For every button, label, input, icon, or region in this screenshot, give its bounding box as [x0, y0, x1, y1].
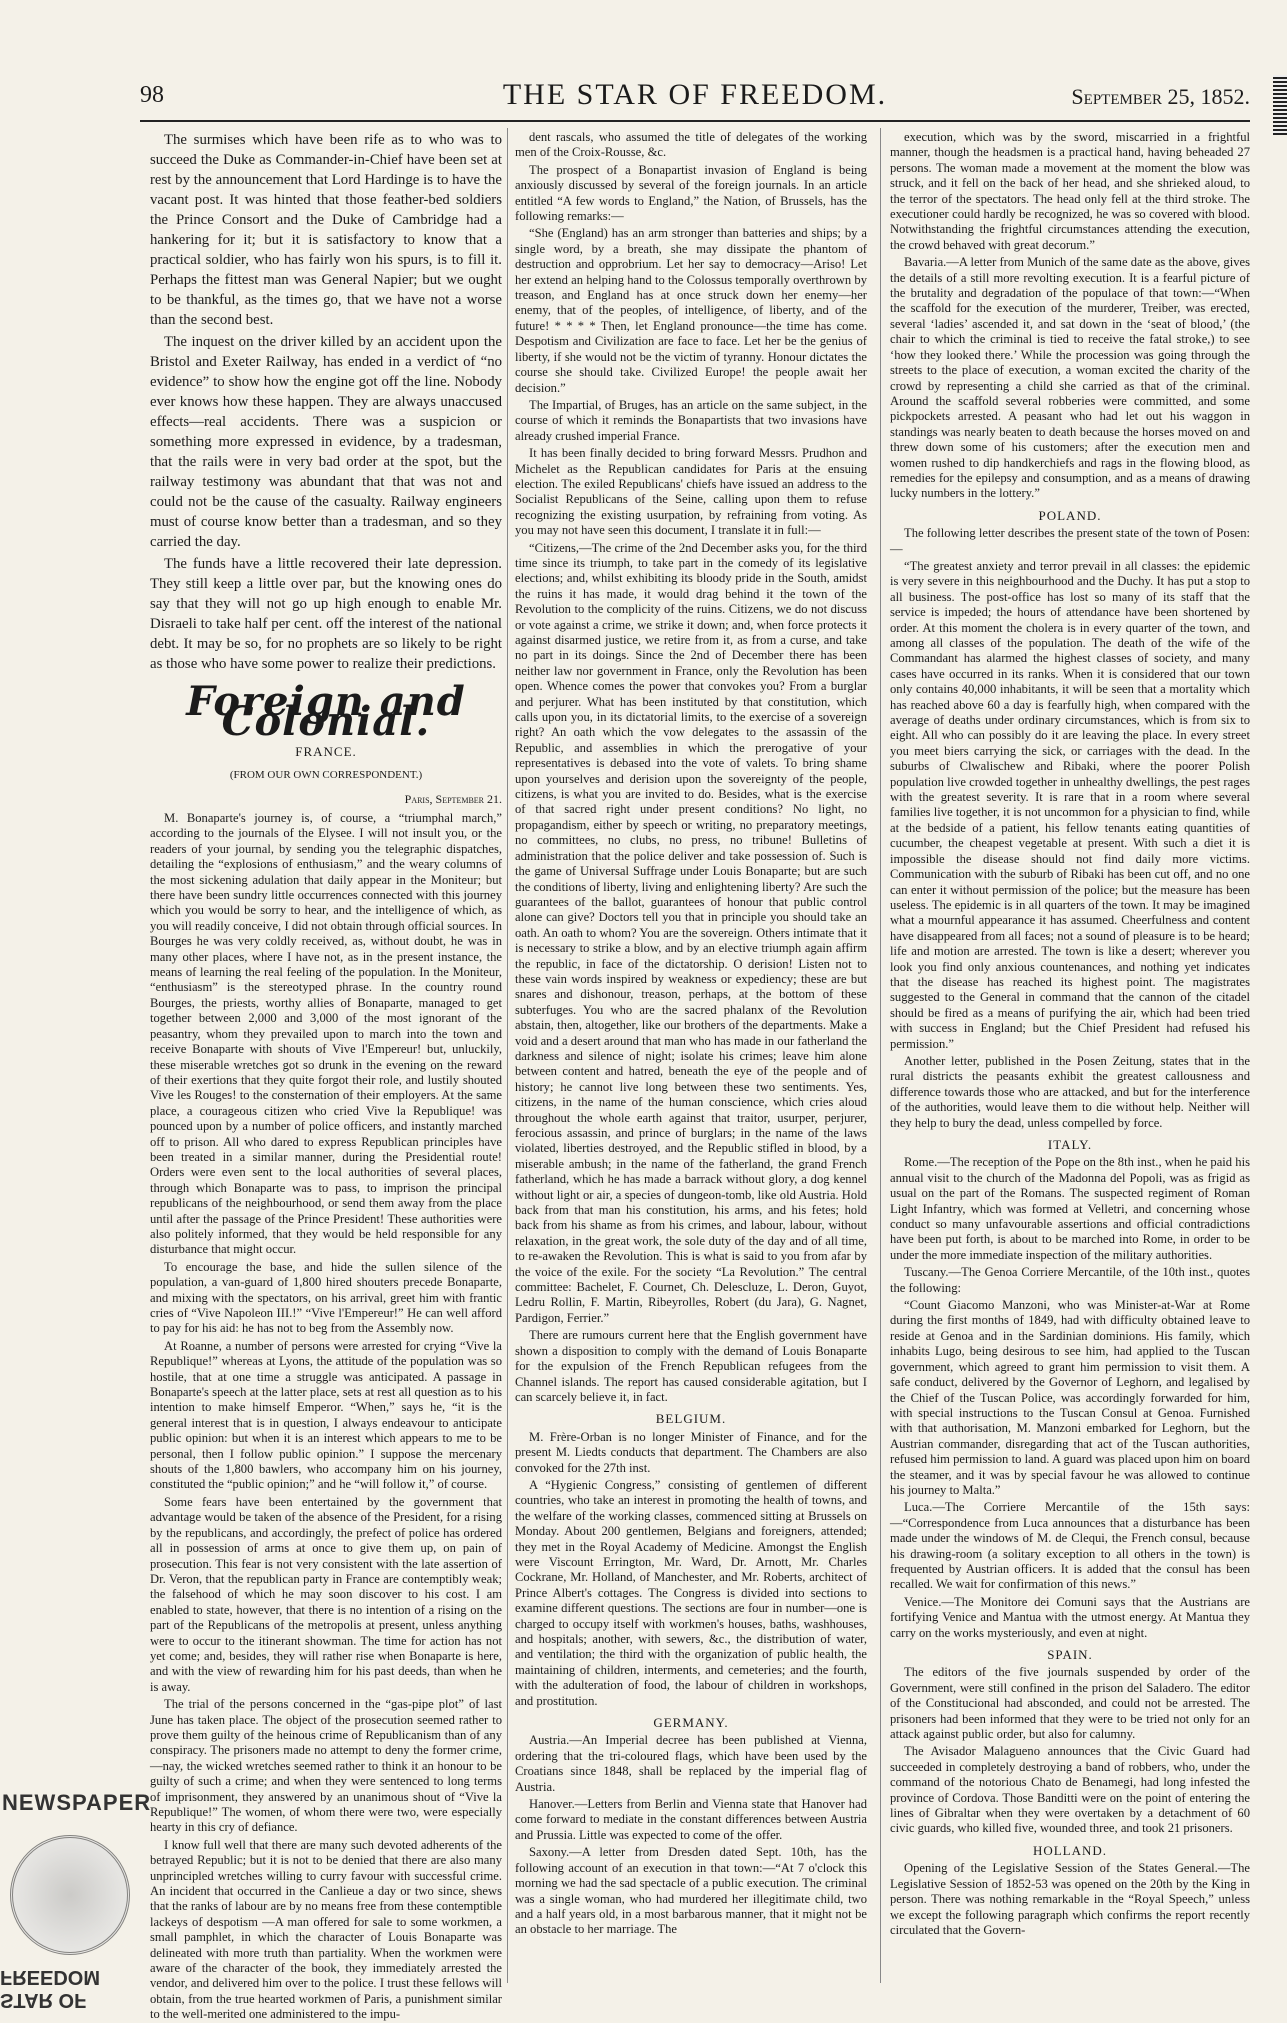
article-paragraph: At Roanne, a number of persons were arrested for crying “Vive la Republique!” whereas at Lyons, the attitude of the population was so hostile, that at one time a struggle was anticipated. A passage in Bonaparte's speech at the latter place, sets at rest all question as to his intention to make himself Emperor. “When,” says he, “it is the general interest that is in question, I always endeavour to anticipate public opinion: but when it is an interest which appears to me to be personal, then I follow public opinion.” I suppose the mercenary shouts of the 1,800 bawlers, who accompany him on his journey, constituted the “public opinion;” and he “will follow it,” of course.	[150, 1338, 502, 1492]
article-paragraph: Tuscany.—The Genoa Corriere Mercantile, of the 10th inst., quotes the following:	[890, 1265, 1250, 1295]
heading-germany: GERMANY.	[653, 1715, 729, 1731]
france-article	[150, 811, 502, 2023]
seal-icon	[10, 1835, 130, 1955]
column-3	[890, 130, 1250, 1980]
stamp-text-top: NEWSPAPER	[2, 1790, 152, 1815]
article-paragraph: The Impartial, of Bruges, has an article on the same subject, in the course of which it reminds the Bonapartists that two invasions have already crushed imperial France.	[515, 397, 867, 443]
article-paragraph: execution, which was by the sword, miscarried in a frightful manner, though the headsmen is a practical hand, having beheaded 27 persons. The woman made a movement at the moment the blow was struck, and it fell on the back of her head, and she shrieked aloud, to the terror of the spectators. The head only fell at the third stroke. The executioner could hardly be recognized, he was so covered with blood. Notwithstanding the frightful circumstances attending the execution, the crowd behaved with great decorum.”	[890, 130, 1250, 252]
article-paragraph: “Count Giacomo Manzoni, who was Minister-at-War at Rome during the first months of 1849, had with difficulty obtained leave to reside at Genoa and in the Sardinian dominions. His family, which inhabits Lugo, being desirous to see him, had applied to the Tuscan government, which agreed to grant him permission to visit them. A safe conduct, delivered by the Governor of Leghorn, and legalised by the Chief of the Tuscan Police, was accordingly forwarded for him, with special instructions to the Tuscan Consul at Genoa. Furnished with that authorisation, M. Manzoni embarked for Leghorn, but the Austrian commander, disregarding that act of the Tuscan authorities, refused him permission to land. A guard was placed upon him on board the steamer, and it was by special favour he was allowed to continue his journey to Malta.”	[890, 1298, 1250, 1497]
article-paragraph: I know full well that there are many such devoted adherents of the betrayed Republic; but it is not to be denied that there are also many unprincipled wretches willing to curry favour with successful crime. An incident that occurred in the Canlieue a day or two since, shews that the ranks of labour are by no means free from these contemptible lackeys of despotism —A man offered for sale to some workmen, a small pamphlet, in which the character of Louis Bonaparte was delineated with more truth than partiality. When the workmen were aware of the character of the book, they immediately arrested the vendor, and delivered him over to the police. I trust these fellows will obtain, from the true hearted workmen of Paris, a punishment similar to the well-merited one administered to the impu-	[150, 1837, 502, 2022]
heading-france: FRANCE.	[295, 744, 357, 759]
newspaper-title: THE STAR OF FREEDOM.	[502, 78, 888, 111]
article-paragraph: M. Frère-Orban is no longer Minister of Finance, and for the present M. Liedts conducts that department. The Chambers are also convoked for the 27th inst.	[515, 1429, 867, 1475]
article-paragraph: The following letter describes the present state of the town of Posen:—	[890, 526, 1250, 556]
section-heading-foreign-colonial: Foreign and Colonial.	[186, 678, 466, 745]
article-paragraph: Some fears have been entertained by the government that advantage would be taken of the absence of the President, for a rising by the republicans, and accordingly, the prefect of police has ordered all in possession of arms at once to give them up, on pain of prosecution. This fear is not very consistent with the late assertion of Dr. Veron, that the republican party in France are contemptibly weak; the falsehood of which he may soon discover to his cost. I am enabled to state, however, that there is no intention of a rising on the part of the Republicans of the metropolis at present, unless anything were to occur to the itinerant showman. The time for action has not yet come; and, besides, they will rather rise when Bonaparte is here, and with the view of rewarding him for his past deeds, than when he is away.	[150, 1494, 502, 1694]
article-paragraph: The inquest on the driver killed by an accident upon the Bristol and Exeter Railway, has ended in a verdict of “no evidence” to show how the engine got off the line. Nobody ever knows how these happen. They are always unaccused effects—real accidents. There was a suspicion or something more expressed in evidence, by a tradesman, that the rails were in very bad order at the spot, but the railway testimony was abundant that that was not and could not be the cause of the casualty. Railway engineers must of course know better than a tradesman, and so they carried the day.	[150, 334, 502, 550]
heading-holland: HOLLAND.	[1032, 1842, 1108, 1858]
heading-belgium: BELGIUM.	[655, 1411, 727, 1427]
issue-date: September 25, 1852.	[1071, 84, 1250, 109]
heading-poland: POLAND.	[1038, 507, 1102, 523]
article-paragraph: dent rascals, who assumed the title of delegates of the working men of the Croix-Rousse, &c.	[515, 130, 867, 160]
masthead	[140, 78, 1250, 122]
column-rule	[880, 128, 881, 1983]
article-paragraph: The funds have a little recovered their late depression. They still keep a little over par, but the knowing ones do say that they will not go up high enough to enable Mr. Disraeli to take half per cent. off the interest of the national debt. It may be so, for no prophets are so likely to be right as those who have some power to realize their predictions.	[150, 556, 502, 672]
heading-spain: SPAIN.	[1047, 1647, 1093, 1662]
article-paragraph: Hanover.—Letters from Berlin and Vienna state that Hanover had come forward to mediate in the constant differences between Austria and Prussia. Little was expected to come of the offer.	[515, 1797, 867, 1842]
page-number: 98	[140, 82, 164, 108]
article-paragraph: Austria.—An Imperial decree has been published at Vienna, ordering that the tri-coloured flags, which have been used by the Croatians since 1848, shall be replaced by the imperial flag of Austria.	[515, 1733, 867, 1794]
article-paragraph: “Citizens,—The crime of the 2nd December asks you, for the third time since its triumph, to take part in the comedy of its legislative elections; and, whilst exhibiting its bloody pride in the South, amidst the ruins it has made, it would drag behind it the town of the Revolution to the complicity of the ruins. Citizens, we do not discuss or vote against a crime, we strike it down; and, when force protects it against disarmed justice, we retire from it, as from a curse, and take no part in its doings. Since the 2nd of December there has been neither law nor government in France, only the Revolution has been open. Whence comes the power that convokes you? From a burglar and perjurer. What has been instituted by that constitution, which calls upon you, in its dictatorial limits, to the exercise of a sovereign right? An oath which the vow delegates to the assassin of the Republic, and assemblies in which the prerogative of your representatives is debased into the vote of valets. To bring shame upon yourselves and derision upon the sovereignty of the people, citizens, is what you are invited to do. Besides, what is the exercise of that sacred right under present conditions? No light, no propagandism, either by speech or writing, no preparatory meetings, no committees, no clubs, no press, no tribune! Bulletins of administration that the police deliver and take possession of. Such is the game of Universal Suffrage under Louis Bonaparte; but are such the conditions of liberty, living and enlightening liberty? Are such the guarantees of the ballot, guarantees of honour that public control alone can give? Doctors tell you that in principle you should take an oath. An oath to whom? You are the sovereign. Others intimate that it is necessary to strike a blow, and by an elective triumph again affirm the republic, in face of the dictatorship. O derision! Listen not to these vain words inspired by weakness or expediency; these are but snares and dishonour, treason, perhaps, at the bottom of these subterfuges. You who are the sacred phalanx of the Revolution abstain, then, altogether, like our brothers of the departments. Make a void and a desert around that man who has made in our fatherland the darkness and silence of night; isolate his crimes; leave him alone between content and hatred, beneath the eye of the people and of history; he cannot live long between these two sentiments. Yes, citizens, in the name of the human conscience, which cries aloud throughout the whole earth against that traitor, usurper, perjurer, ferocious assassin, and prince of burglars; in the name of the laws violated, liberties destroyed, and the Republic stifled in blood, by a miserable ambush; in the name of the fatherland, the grand French fatherland, which he has made a barrack without glory, a dog kennel without light or air, a species of dungeon-tomb, like old Austria. Hold back from that man his constitution, his arms, and his fetes; hold back from his shame as from his crimes, and labour, labour, without relaxation, in the great work, the sole duty of the day and of all time, to re-awaken the Revolution. This is what is said to you from afar by the voice of the exile. For the society “La Revolution.” The central committee: Bachelet, F. Cournet, Ch. Delescluze, L. Deron, Guyot, Ledru Rollin, F. Martin, Ribeyrolles, Robert (du Jara), G. Nagnet, Pardigon, Ferrier.”	[515, 540, 867, 1325]
article-paragraph: M. Bonaparte's journey is, of course, a “triumphal march,” according to the journals of the Elysee. I will not insult you, or the readers of your journal, by sending you the telegraphic dispatches, detailing the “explosions of enthusiasm,” and the weary columns of the most sickening adulation that daily appear in the Moniteur; but there have been sundry little occurrences connected with this journey which you would be sorry to hear, and the intelligence of which, as you will readily conceive, I did not obtain through official sources. In Bourges he was very coldly received, as, without doubt, he was in many other places, where I have not, as in the present instance, the means of learning the real feeling of the population. In the Moniteur, “enthusiasm” is the stereotyped phrase. In the country round Bourges, the priests, worthy allies of Bonaparte, managed to get together between 2,000 and 3,000 of the most ignorant of the peasantry, whom they prevailed upon to march into the town and receive Bonaparte with shouts of Vive l'Empereur! but, unluckily, these miserable wretches got so drunk in the evening on the reward of their exertions that they quite forgot their role, and lustily shouted Vive les Rouges! to the consternation of their employers. At the same place, a courageous citizen who cried Vive la Republique! was pounced upon by a number of police officers, and instantly marched off to prison. All who dared to express Republican principles have been treated in a similar manner, during the Presidential route! Orders were even sent to the local authorities of several places, through which Bonaparte was to pass, to imprison the principal republicans of the neighbourhood, or send them away from the place until after the passage of the Prince President! These authorities were also politely informed, that they would be held responsible for any disturbance that might occur.	[150, 811, 502, 1257]
column-1	[150, 130, 502, 2022]
article-paragraph: Saxony.—A letter from Dresden dated Sept. 10th, has the following account of an execution in that town:—“At 7 o'clock this morning we had the sad spectacle of a public execution. The criminal was a single woman, who had murdered her illegitimate child, two and a half years old, in a most barbarous manner, that it might not be an obstacle to her marriage. The	[515, 1845, 867, 1937]
article-paragraph: The surmises which have been rife as to who was to succeed the Duke as Commander-in-Chief have been set at rest by the announcement that Lord Hardinge is to have the vacant post. It was hinted that those feather-bed soldiers the Prince Consort and the Duke of Cambridge had a hankering for it; but it is satisfactory to know that a practical soldier, who has fairly won his spurs, is to fill it. Perhaps the fittest man was General Napier; but we ought to be thankful, as the times go, that we have not a worse than the second best.	[150, 132, 502, 328]
article-paragraph: The Avisador Malagueno announces that the Civic Guard had succeeded in completely destroying a band of robbers, who, under the command of the notorious Chato de Benamegi, had long infested the province of Cordova. Those Banditti were on the point of entering the lines of Gibraltar when they were overtaken by a detachment of 60 civic guards, who killed five, wounded three, and took 21 prisoners.	[890, 1744, 1250, 1836]
article-paragraph: The trial of the persons concerned in the “gas-pipe plot” of last June has taken place. The object of the prosecution seemed rather to prove them guilty of the heinous crime of Republicanism than of any conspiracy. The prisoners made no attempt to deny the former crime,—nay, the wicked wretches seemed rather to think it an honour to be guilty of such a crime; and when they were sentenced to long terms of imprisonment, they answered by an unanimous shout of “Vive la Republique!” The women, of whom there were two, were especially hearty in this cry of defiance.	[150, 1697, 502, 1835]
library-stamp	[0, 1780, 152, 2011]
heading-italy: ITALY.	[1047, 1137, 1093, 1152]
article-paragraph: There are rumours current here that the English government have shown a disposition to comply with the demand of Louis Bonaparte for the expulsion of the French Republican refugees from the Channel islands. The report has caused considerable agitation, but I can scarcely believe it, in fact.	[515, 1328, 867, 1404]
article-paragraph: Luca.—The Corriere Mercantile of the 15th says:—“Correspondence from Luca announces that a disturbance has been made under the windows of M. de Clequi, the French consul, because his drawing-room (a solitary exception to all others in the town) is frequented by Austrian officers. It is added that the consul has been recalled. We wait for confirmation of this news.”	[890, 1500, 1250, 1592]
article-paragraph: Venice.—The Monitore dei Comuni says that the Austrians are fortifying Venice and Mantua with the utmost energy. At Mantua they carry on the works mysteriously, and even at night.	[890, 1594, 1250, 1640]
article-paragraph: The editors of the five journals suspended by order of the Government, were still confined in the prison del Saladero. The editor of the Constitucional had absconded, and could not be arrested. The prisoners had been informed that they were to be tried not only for an attack against public order, but also for calumny.	[890, 1665, 1250, 1742]
article-paragraph: It has been finally decided to bring forward Messrs. Prudhon and Michelet as the Republican candidates for Paris at the ensuing election. The exiled Republicans' chiefs have issued an address to the Socialist Republicans of the Seine, calling upon them to refuse recognizing the existing usurpation, by refraining from voting. As you may not have seen this document, I translate it in full:—	[515, 446, 867, 538]
page-edge-marks	[1273, 75, 1287, 135]
column-rule	[507, 128, 508, 1983]
article-paragraph: Rome.—The reception of the Pope on the 8th inst., when he paid his annual visit to the church of the Madonna del Popoli, was as frigid as usual on the part of the Romans. The suspected regiment of Roman Light Infantry, which was formed at Velletri, and concerning whose conduct so many unfavourable assertions and official contradictions have been put forth, is about to be marched into Rome, in order to be under the more immediate inspection of the military authorities.	[890, 1155, 1250, 1262]
france-dateline: Paris, September 21.	[404, 792, 502, 806]
article-paragraph: Bavaria.—A letter from Munich of the same date as the above, gives the details of a still more revolting execution. It is a fearful picture of the brutality and degradation of the populace of that town:—“When the scaffold for the execution of the murderer, Treiber, was erected, several ‘ladies’ ascended it, and sat down in the ‘seat of blood,’ (the chair to which the criminal is tied to receive the fatal stroke,) to see ‘how they looked there.’ While the procession was going through the streets to the place of execution, a woman excited the charity of the crowd by representing a child she carried as that of the criminal. Around the scaffold several robberies were committed, and some pickpockets arrested. A peasant who had let out his waggon in standings was nearly beaten to death because the horses moved on and threw down some of his customers; after the execution men and women rushed to dip handkerchiefs and rags in the flowing blood, as remedies for the epilepsy and consumption, and as a means of drawing lucky numbers in the lottery.”	[890, 255, 1250, 501]
stamp-text-bottom: STAR OF FREEDOM	[0, 1966, 100, 2011]
article-paragraph: Opening of the Legislative Session of the States General.—The Legislative Session of 1852-53 was opened on the 20th by the King in person. There was nothing remarkable in the “Royal Speech,” unless we except the following paragraph which confirms the report recently circulated that the Govern-	[890, 1861, 1250, 1937]
article-paragraph: Another letter, published in the Posen Zeitung, states that in the rural districts the peasants exhibit the greatest callousness and difference towards those who are attacked, and but for the interference of the authorities, would leave them to die without help. Neither will they help to bury the dead, unless compelled by force.	[890, 1053, 1250, 1130]
column-2	[515, 130, 867, 1980]
article-paragraph: To encourage the base, and hide the sullen silence of the population, a van-guard of 1,800 hired shouters precede Bonaparte, and mixing with the spectators, on his arrival, greet him with frantic cries of “Vive Napoleon III.!” “Vive l'Empereur!” He can well afford to pay for his aid: he has not to beg from the Assembly now.	[150, 1259, 502, 1336]
article-paragraph: The prospect of a Bonapartist invasion of England is being anxiously discussed by several of the foreign journals. In an article entitled “A few words to England,” the Nation, of Brussels, has the following remarks:—	[515, 162, 867, 224]
article-paragraph: “She (England) has an arm stronger than batteries and ships; by a single word, by a breath, she may dissipate the phantom of destruction and opprobrium. Let her say to democracy—Ariso! Let her extend an helping hand to the Colossus temporally overthrown by treason, and England has at once struck down her enemy—her enemy, that of the peoples, of intelligence, of liberty, and of the future! * * * * Then, let England pronounce—the time has come. Despotism and Civilization are face to face. Let her be the genius of liberty, if she would not be the victim of tyranny. Honour dictates the course she should take. Civilized Europe! the people await her decision.”	[515, 226, 867, 395]
france-correspondent-note: (FROM OUR OWN CORRESPONDENT.)	[229, 769, 423, 781]
article-paragraph: A “Hygienic Congress,” consisting of gentlemen of different countries, who take an interest in promoting the health of towns, and the welfare of the working classes, commenced sitting at Brussels on Monday. About 200 gentlemen, Belgians and foreigners, attended; they met in the Royal Academy of Medicine. Amongst the English were Viscount Errington, Mr. Ward, Dr. Arnott, Mr. Charles Cockrane, Mr. Holland, of Manchester, and Mr. Roberts, architect of Prince Albert's cottages. The Congress is divided into sections to examine different questions. The sections are four in number—one is charged to occupy itself with workmen's houses, baths, washhouses, and hospitals; another, with sewers, &c., the distribution of water, and ventilation; the third with the organization of public health, the maintaining of children, interments, and cemeteries; and the fourth, with the adulteration of food, the labour of children in workshops, and prostitution.	[515, 1477, 867, 1708]
article-paragraph: “The greatest anxiety and terror prevail in all classes: the epidemic is very severe in this neighbourhood and the Duchy. It has put a stop to all business. The post-office has lost so many of its staff that the service is impeded; the hours of attendance have been shortened by order. At this moment the cholera is in every quarter of the town, and among all classes of the population. The death of the wife of the Commandant has alarmed the highest classes of society, and many cases have occurred in its ranks. When it is considered that our town only contains 40,000 inhabitants, it will be seen that a mortality which has reached above 60 a day is fearfully high, when compared with the average of deaths under ordinary circumstances, which is from six to eight. All who can possibly do it are leaving the place. In every street you meet biers carrying the sick, or carriages with the dead. In the suburbs of Clwalischew and Ribaki, where the poorer Polish population live crowded together in unhealthy dwellings, the pest rages with the greatest severity. It is rare that in a room where several families live together, it is not uncommon for a physician to find, while at the bedside of a patient, his fellow tenants eating quantities of cucumber, the cheapest vegetable at present. With such a diet it is impossible the disease should not find daily more victims. Communication with the suburb of Ribaki has been cut off, and no one can enter it without permission of the police; but the measure has been useless. The epidemic is in all quarters of the town. It may be imagined what a mournful appearance it has assumed. Cheerfulness and content have disappeared from all faces; not a sound of pleasure is to be heard; life and motion are arrested. The town is like a desert; wherever you look you find only anxious countenances, and nothing yet indicates that the disease has reached its highest point. The magistrates suggested to the General in command that the cannon of the citadel should be fired as a means of purifying the air, which had been tried with success in England; but the Chief President had refused his permission.”	[890, 558, 1250, 1051]
